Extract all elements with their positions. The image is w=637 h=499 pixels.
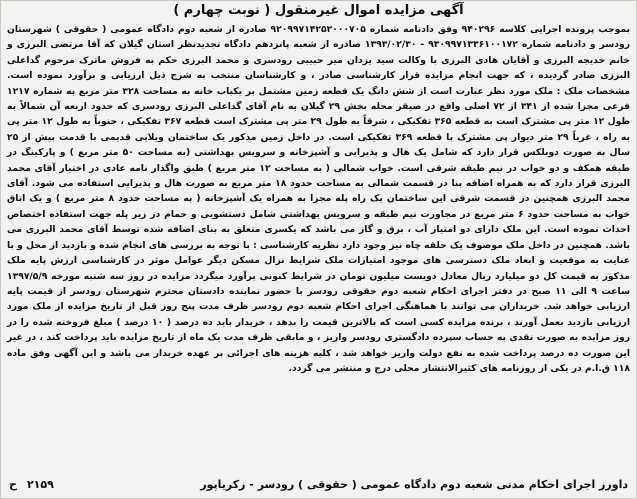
footer-code: ۲۱۵۹ <box>26 478 54 491</box>
notice-footer <box>9 478 628 492</box>
footer-code-group <box>9 478 54 492</box>
footer-signature: داورز اجرای احکام مدنی شعبه دوم دادگاه عمومی ( حقوقی ) رودسر - زکریاپور <box>200 478 628 491</box>
footer-prefix: ح <box>9 478 17 491</box>
notice-body: بموجب پرونده اجرایی کلاسه ۹۴۰۲۹۶ وفق دادنامه شماره ۹۲۰۹۹۷۱۴۲۵۲۰۰۰۷۰۵ صادره از شعبه دوم دادگاه عمومی ( حقوقی ) شهرستان رودسر و دادنامه شماره ۹۳۰۹۹۷۱۳۳۶۱۰۰۱۷۲ - ۱۳۹۳/۰۲/۳۰ صادره از شعبه پانزدهم دادگاه تجدیدنظر استان گیلان که آقا مرتضی البرزی و خانم خدیجه البرزی و آقایان هادی البرزی با وکالت سید یزدان میر حبیبی رودسری و محمد البرزی حکم به فروش ماترک مرحوم گداعلی البرزی صادر گردیده ، که جهت انجام مزایده قرار کارشناسی صادر ، و کارشناسان منتخب به شرح ذیل ارزیابی و برآورد نموده است. مشخصات ملک : ملک مورد نظر عبارت است از شش دانگ یک قطعه زمین مشتمل بر یکباب خانه به مساحت ۳۲۸ متر مربع به شماره ۱۲۱۷ فرعی مجزا شده از ۳۴۱ از ۷۲ اصلی واقع در صیقر محله بخش ۲۹ گیلان به نام آقای گداعلی البرزی رودسری که حدود اربعه آن شمالاً به طول ۱۲ متر پی مشترک است به قطعه ۳۶۵ تفکیکی ، شرقاً به طول ۲۹ متر پی مشترک است قطعه ۳۶۷ تفکیکی ، جنوباً به طول ۱۲ متر پی به راه ، غرباً ۲۹ متر دیوار پی مشترک با قطعه ۳۶۹ تفکیکی است. در داخل زمین مذکور یک ساختمان ویلایی قدیمی با قدمت بیش از ۲۵ سال به صورت دوبلکس قرار دارد که شامل یک هال و پذیرایی و آشپزخانه و سرویس بهداشتی (به مساحت ۵۰ متر مربع ) و پارکینگ در طبقه همکف و دو خواب در نیم طبقه شرقی است. خواب شمالی ( به مساحت ۱۲ متر مربع ) طبق واگذار نامه عادی در اختیار آقای محمد البرزی قرار دارد که به همراه اضافه بنا در قسمت شمالی به مساحت حدود ۱۸ متر مربع به صورت هال و پذیرایی استفاده می شود. آقای محمد البرزی همچنین در قسمت شرقی این ساختمان یک راه پله مجزا به همراه یک آشپزخانه ( به مساحت حدود ۸ متر مربع ) و یک اتاق خواب به مساحت حدود ۶ متر مربع در مجاورت نیم طبقه و سرویس بهداشتی شامل دستشویی و حمام در زیر پله جهت استفاده اختصاص احداث نموده است. این ملک دارای دو امتیاز آب ، برق و گاز می باشد که یکسری متعلق به بنای اضافه شده توسط آقای محمد البرزی می باشد. همچنین در داخل ملک موصوف یک حلقه چاه نیز وجود دارد نظریه کارشناسی : با توجه به بررسی های انجام شده و بازدید از محل و با عنایت به موقعیت و ابعاد ملک دسترسی های موجود امتیازات ملک شرایط نزال مسکن دیگر عوامل موثر در کارشناسی ارزش پایه ملک مذکور به قیمت کل دو میلیارد ریال معادل دویست میلیون تومان در شرایط کنونی برآورد میگردد مزایده در روز سه شنبه مورخه ۱۳۹۷/۵/۹ ساعت ۹ الی ۱۱ صبح در دفتر اجرای احکام شعبه دوم حقوقی رودسر با حضور نماینده دادستان محترم شهرستان رودسر از قیمت پایه ارزیابی خواهد شد. خریداران می توانند با هماهنگی اجرای احکام شعبه دوم رودسر ظرف مدت پنج روز قبل از تاریخ مزایده از ملک مورد ارزیابی بازدید بعمل آورند ، برنده مزایده کسی است که بالاترین قیمت را بدهد ، خریدار باید ده درصد ( ۱۰ درصد ) مبلغ فروخته شده را در روز مزایده به صورت نقدی به حساب سپرده دادگستری رودسر واریز ، و مابقی ظرف مدت یک ماه از تاریخ مزایده باید پرداخت کند ، در غیر این صورت ده درصد پرداخت شده به نفع دولت واریز خواهد شد ، کلیه هزینه های اجرائی بر عهده خریدار می باشد و این آگهی وفق ماده ۱۱۸ ق.ا.م در یکی از روزنامه های کثیرالانتشار محلی درج و منتشر می گردد. <box>7 24 631 374</box>
notice-title: آگهی مزایده اموال غیرمنقول ( نوبت چهارم ) <box>173 3 464 18</box>
